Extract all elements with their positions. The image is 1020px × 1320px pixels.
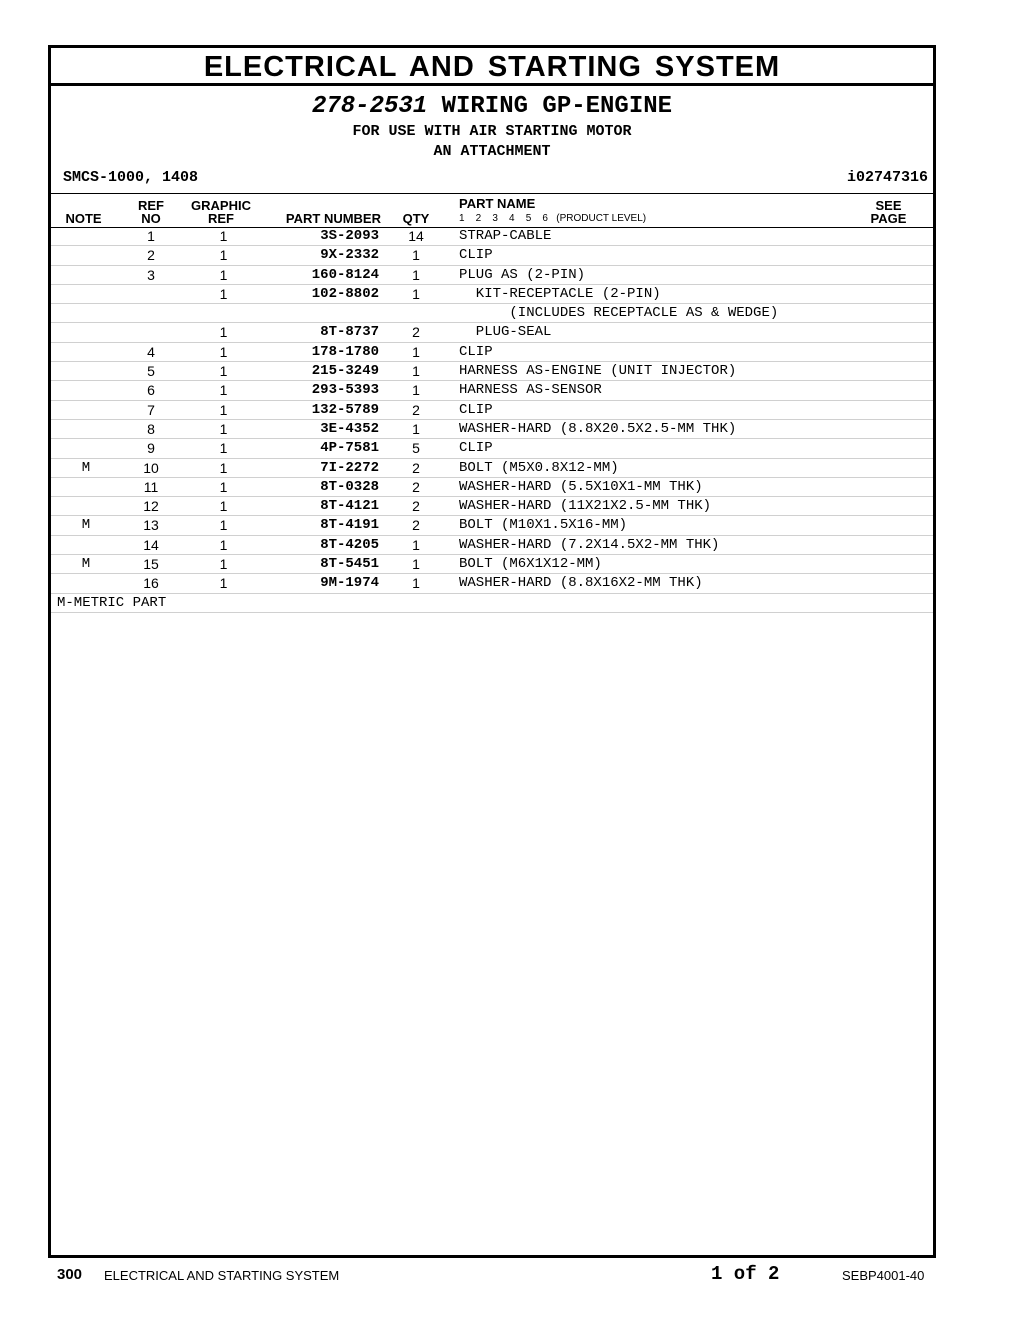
row-graphic-ref: 1 — [219, 382, 228, 399]
header-part-name: PART NAME — [459, 196, 536, 211]
row-part-number: 160-8124 — [311, 266, 379, 283]
group-subtitle-1: FOR USE WITH AIR STARTING MOTOR — [352, 123, 632, 140]
row-part-number: 293-5393 — [311, 382, 379, 399]
table-row — [51, 459, 933, 478]
header-graphic-bottom: REF — [208, 211, 234, 226]
row-part-name: WASHER-HARD (7.2X14.5X2-MM THK) — [459, 536, 720, 553]
section-title: ELECTRICAL AND STARTING SYSTEM — [51, 48, 933, 86]
row-part-name: CLIP — [459, 401, 493, 418]
row-ref-no: 3 — [147, 266, 155, 283]
header-see-top: SEE — [875, 198, 902, 213]
row-ref-no: 13 — [143, 517, 159, 534]
row-part-name: BOLT (M10X1.5X16-MM) — [459, 517, 628, 534]
header-ref-top: REF — [138, 198, 164, 213]
illustration-id: i02747316 — [846, 169, 928, 186]
row-graphic-ref: 1 — [219, 575, 228, 592]
row-part-number: 3S-2093 — [320, 228, 379, 244]
row-graphic-ref: 1 — [219, 440, 228, 457]
footer-page-number: 300 — [57, 1266, 83, 1283]
row-note: M — [81, 556, 91, 573]
row-ref-no: 2 — [147, 247, 155, 264]
row-ref-no: 15 — [143, 556, 159, 573]
group-name: WIRING GP-ENGINE — [441, 93, 673, 120]
row-ref-no: 9 — [147, 440, 155, 457]
row-part-number: 7I-2272 — [320, 459, 379, 476]
row-note: M — [81, 517, 91, 534]
group-number: 278-2531 — [311, 93, 428, 120]
row-qty: 5 — [412, 440, 420, 457]
table-row — [51, 381, 933, 400]
row-part-number: 8T-4205 — [320, 536, 379, 553]
footer-document-number: SEBP4001-40 — [842, 1268, 925, 1283]
row-part-name: CLIP — [459, 440, 493, 457]
group-title — [51, 93, 933, 121]
header-note: NOTE — [65, 211, 102, 226]
row-part-number: 215-3249 — [311, 363, 379, 380]
row-qty: 1 — [412, 575, 420, 592]
row-part-number: 9X-2332 — [320, 247, 379, 264]
row-qty: 1 — [412, 247, 420, 264]
header-graphic-ref — [186, 199, 256, 225]
header-see-page — [861, 199, 916, 225]
row-part-number: 8T-5451 — [320, 556, 379, 573]
header-see-bottom: PAGE — [870, 211, 907, 226]
row-ref-no: 5 — [147, 363, 155, 380]
row-qty: 2 — [412, 324, 420, 341]
row-part-name: HARNESS AS-SENSOR — [459, 382, 602, 399]
row-ref-no: 16 — [143, 575, 159, 592]
table-row — [51, 401, 933, 420]
row-part-name: STRAP-CABLE — [459, 228, 552, 244]
row-ref-no: 6 — [147, 382, 155, 399]
footer-section-title: ELECTRICAL AND STARTING SYSTEM — [104, 1268, 340, 1283]
row-part-name: BOLT (M6X1X12-MM) — [459, 556, 602, 573]
row-ref-no: 14 — [143, 536, 159, 553]
row-graphic-ref: 1 — [219, 420, 228, 437]
header-product-levels: 1 2 3 4 5 6 (PRODUCT LEVEL) — [459, 213, 647, 224]
row-part-name: CLIP — [459, 343, 493, 360]
table-row — [51, 246, 933, 265]
row-graphic-ref: 1 — [219, 401, 228, 418]
table-row — [51, 516, 933, 535]
row-qty: 2 — [412, 517, 420, 534]
row-part-name: BOLT (M5X0.8X12-MM) — [459, 459, 619, 476]
table-row — [51, 555, 933, 574]
metric-note: M-METRIC PART — [51, 594, 933, 613]
header-part-number: PART NUMBER — [285, 211, 381, 226]
header-ref-no — [131, 199, 171, 225]
row-qty: 1 — [412, 363, 420, 380]
table-row — [51, 478, 933, 497]
row-graphic-ref: 1 — [219, 343, 228, 360]
row-part-number: 8T-0328 — [320, 478, 379, 495]
row-graphic-ref: 1 — [219, 363, 228, 380]
row-qty: 1 — [412, 420, 420, 437]
table-row — [51, 227, 933, 246]
row-qty: 1 — [412, 536, 420, 553]
row-qty: 1 — [412, 266, 420, 283]
table-row — [51, 574, 933, 593]
table-row — [51, 439, 933, 458]
row-part-number: 178-1780 — [311, 343, 379, 360]
row-part-name: WASHER-HARD (8.8X16X2-MM THK) — [459, 575, 703, 592]
parts-page-frame — [48, 45, 936, 1258]
group-subtitle-2: AN ATTACHMENT — [433, 143, 551, 160]
row-graphic-ref: 1 — [219, 324, 228, 341]
row-part-name: HARNESS AS-ENGINE (UNIT INJECTOR) — [459, 363, 737, 380]
row-graphic-ref: 1 — [219, 517, 228, 534]
parts-table-body — [51, 227, 933, 613]
row-part-name: KIT-RECEPTACLE (2-PIN) — [459, 285, 661, 302]
row-part-number: 132-5789 — [311, 401, 379, 418]
row-part-number: 8T-4191 — [320, 517, 379, 534]
table-row — [51, 420, 933, 439]
row-ref-no: 4 — [147, 343, 155, 360]
smcs-code: SMCS-1000, 1408 — [63, 169, 199, 186]
table-row — [51, 285, 933, 304]
table-row — [51, 304, 933, 323]
row-graphic-ref: 1 — [219, 498, 228, 515]
row-graphic-ref: 1 — [219, 285, 228, 302]
row-part-name: WASHER-HARD (8.8X20.5X2.5-MM THK) — [459, 420, 737, 437]
row-graphic-ref: 1 — [219, 459, 228, 476]
row-graphic-ref: 1 — [219, 228, 228, 244]
row-qty: 1 — [412, 382, 420, 399]
row-ref-no: 1 — [147, 228, 155, 244]
row-graphic-ref: 1 — [219, 266, 228, 283]
row-part-name: WASHER-HARD (5.5X10X1-MM THK) — [459, 478, 703, 495]
row-part-name: (INCLUDES RECEPTACLE AS & WEDGE) — [459, 305, 779, 322]
header-graphic-top: GRAPHIC — [191, 198, 251, 213]
row-part-name: PLUG AS (2-PIN) — [459, 266, 586, 283]
row-graphic-ref: 1 — [219, 536, 228, 553]
table-row — [51, 497, 933, 516]
table-header — [51, 193, 933, 228]
row-part-number: 8T-4121 — [320, 498, 379, 515]
row-qty: 2 — [412, 478, 420, 495]
row-part-name: PLUG-SEAL — [459, 324, 552, 341]
row-graphic-ref: 1 — [219, 478, 228, 495]
row-note: M — [81, 459, 91, 476]
header-qty: QTY — [402, 211, 430, 226]
row-part-number: 102-8802 — [311, 285, 379, 302]
row-ref-no: 8 — [147, 420, 155, 437]
row-qty: 1 — [412, 343, 420, 360]
row-qty: 2 — [412, 459, 420, 476]
row-ref-no: 10 — [143, 459, 159, 476]
row-part-number: 4P-7581 — [320, 440, 379, 457]
row-part-number: 3E-4352 — [320, 420, 379, 437]
row-part-name: WASHER-HARD (11X21X2.5-MM THK) — [459, 498, 712, 515]
table-row — [51, 266, 933, 285]
row-ref-no: 7 — [147, 401, 155, 418]
row-ref-no: 12 — [143, 498, 159, 515]
row-part-number: 8T-8737 — [320, 324, 379, 341]
row-graphic-ref: 1 — [219, 247, 228, 264]
row-part-name: CLIP — [459, 247, 493, 264]
row-ref-no: 11 — [143, 478, 159, 495]
footer-page-count: 1 of 2 — [711, 1263, 780, 1285]
row-qty: 2 — [412, 401, 420, 418]
header-ref-bottom: NO — [141, 211, 161, 226]
row-qty: 1 — [412, 556, 420, 573]
table-row — [51, 323, 933, 342]
table-row — [51, 343, 933, 362]
row-qty: 2 — [412, 498, 420, 515]
row-part-number: 9M-1974 — [320, 575, 379, 592]
row-qty: 1 — [412, 285, 420, 302]
row-qty: 14 — [408, 228, 424, 244]
table-row — [51, 362, 933, 381]
row-graphic-ref: 1 — [219, 556, 228, 573]
table-row — [51, 536, 933, 555]
